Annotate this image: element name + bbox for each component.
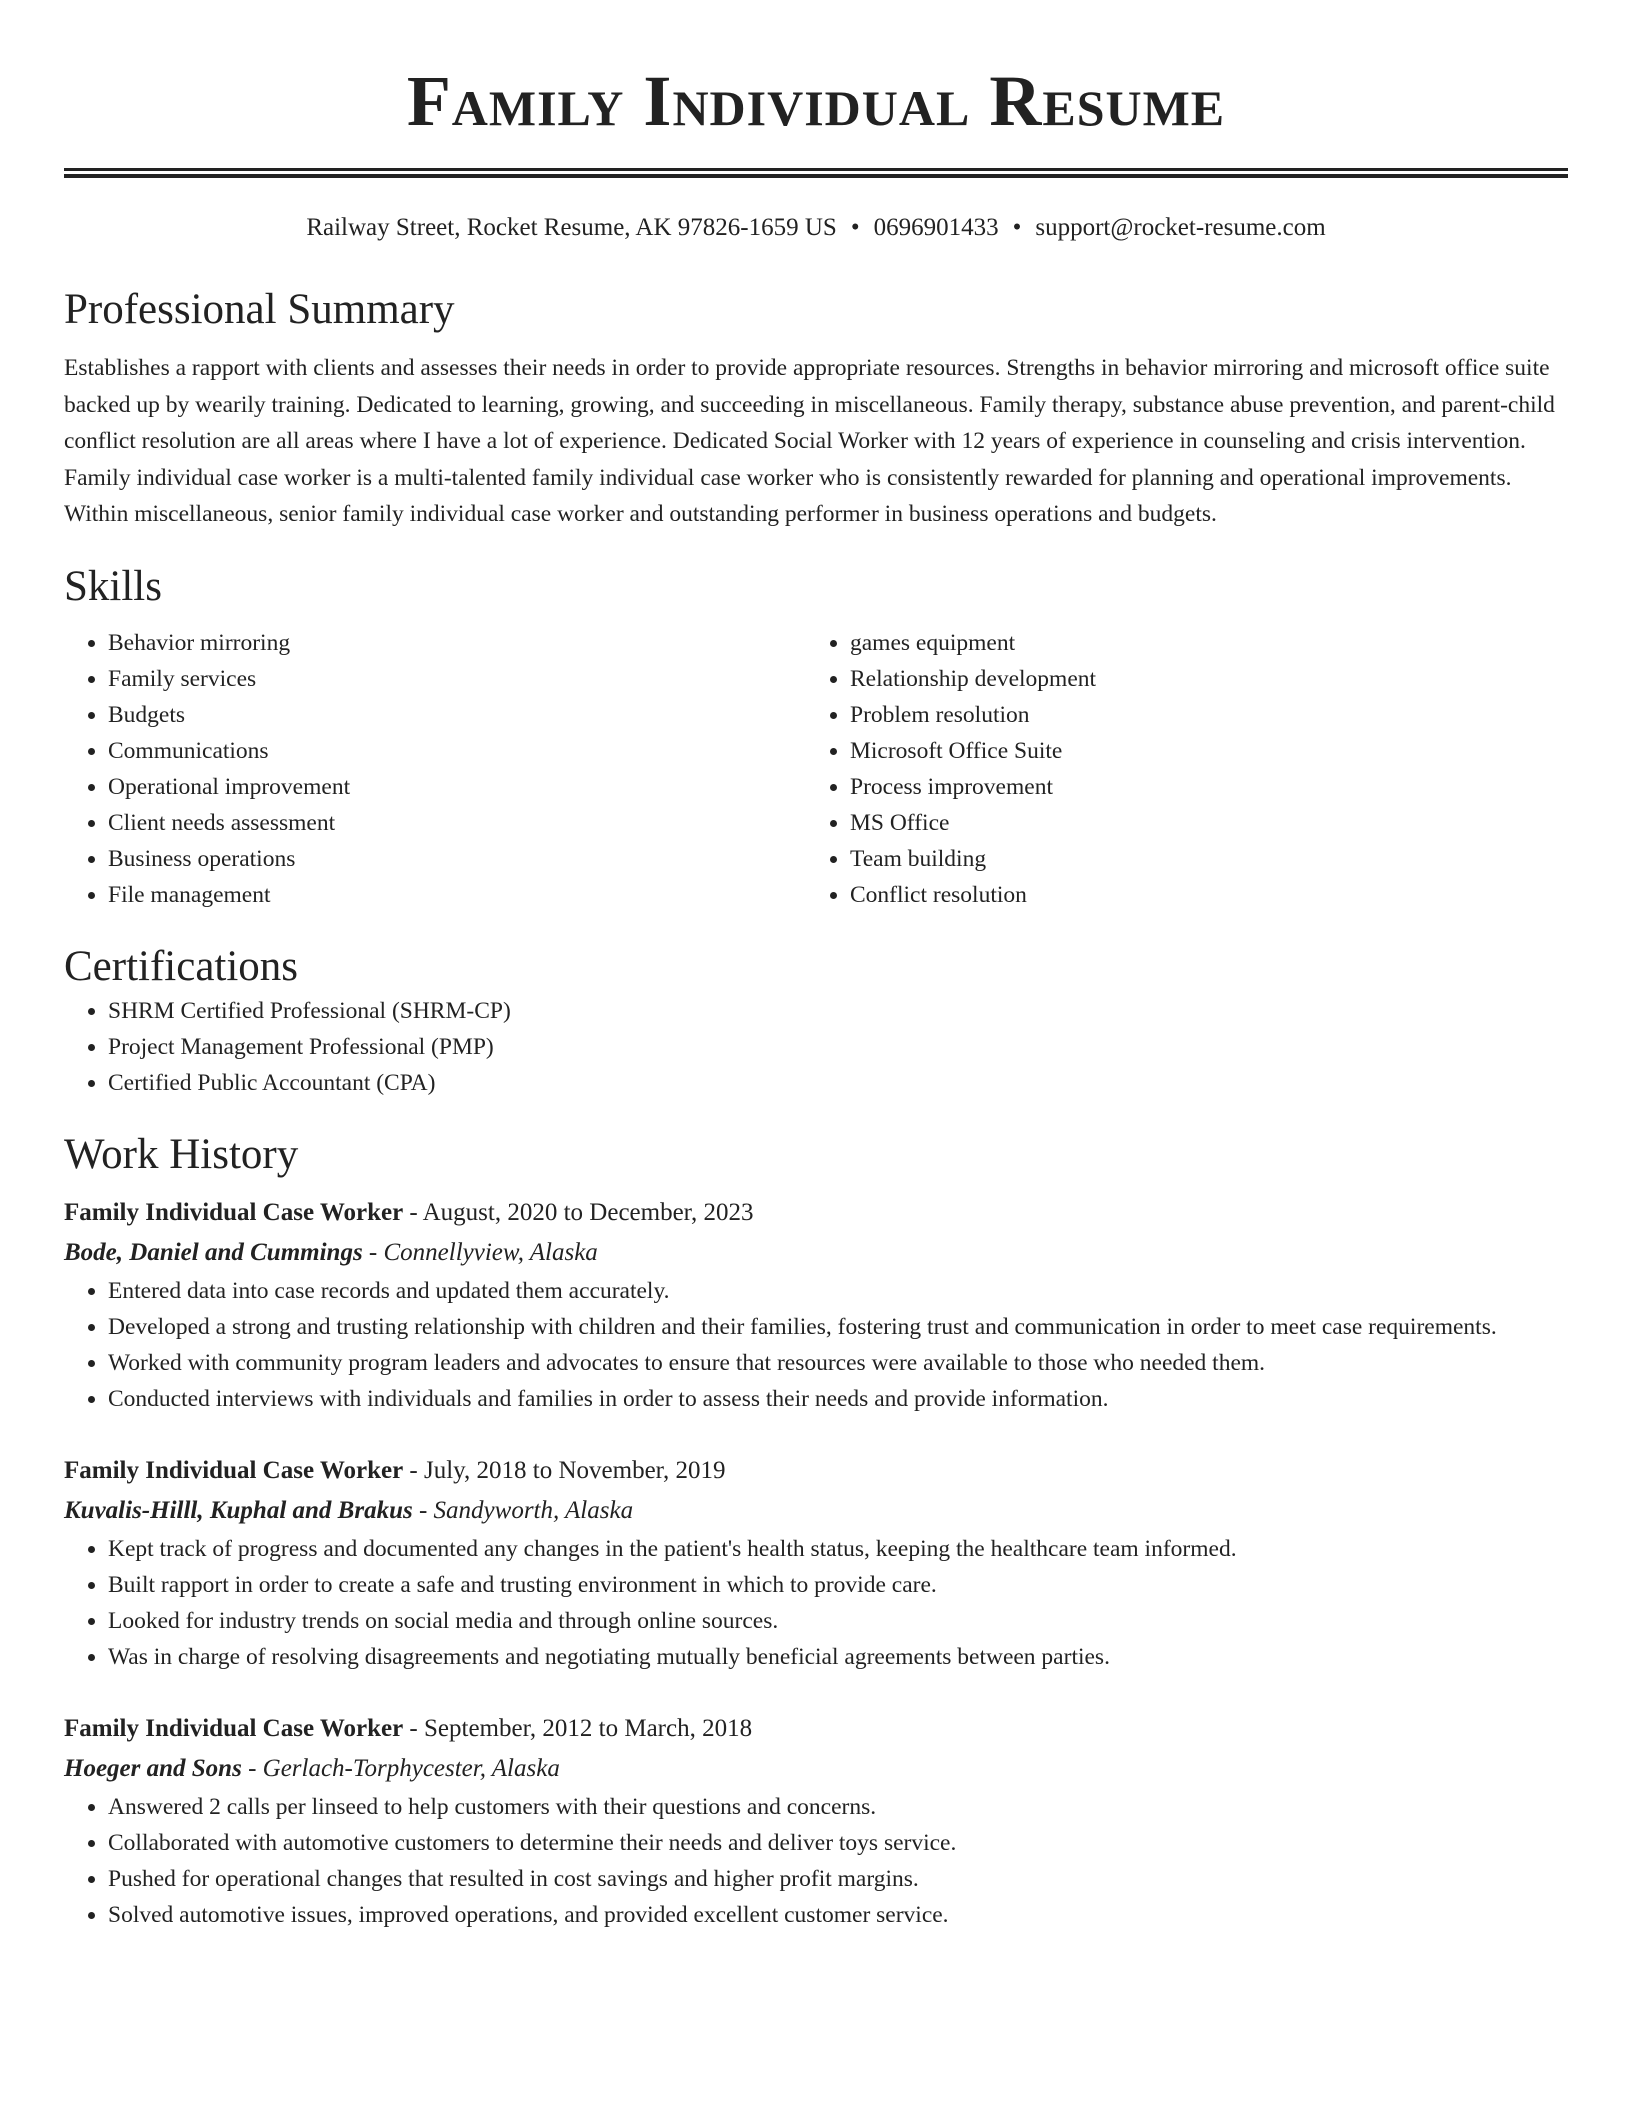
certification-item: • Project Management Professional (PMP) (108, 1029, 1568, 1065)
certification-item: • SHRM Certified Professional (SHRM-CP) (108, 993, 1568, 1029)
skill-item: • Communications (108, 733, 806, 769)
professional-summary-heading: Professional Summary (64, 286, 455, 333)
skills-grid (64, 625, 1568, 913)
contact-separator: • (850, 214, 860, 241)
job-duty: • Worked with community program leaders and advocates to ensure that resources were available to those who needed them. (108, 1345, 1568, 1381)
skill-item: • Relationship development (850, 661, 1548, 697)
job-duties-list (64, 1273, 1568, 1417)
job-dates: - September, 2012 to March, 2018 (403, 1714, 753, 1742)
job-role: Family Individual Case Worker (64, 1198, 404, 1226)
job-location: - Sandyworth, Alaska (412, 1496, 634, 1524)
skill-item: • Family services (108, 661, 806, 697)
contact-address: Railway Street, Rocket Resume, AK 97826-1659 US (306, 214, 837, 241)
skill-item: • MS Office (850, 805, 1548, 841)
job-dates: - July, 2018 to November, 2019 (403, 1456, 726, 1484)
skills-list-left (64, 625, 806, 913)
skill-item: • Problem resolution (850, 697, 1548, 733)
job-duty: • Collaborated with automotive customers to determine their needs and deliver toys service. (108, 1825, 1568, 1861)
skill-item: • Operational improvement (108, 769, 806, 805)
job-company: Kuvalis-Hilll, Kuphal and Brakus (64, 1496, 413, 1524)
job-entry (64, 1193, 1568, 1417)
skill-item: • Team building (850, 841, 1548, 877)
job-role: Family Individual Case Worker (64, 1714, 404, 1742)
job-duties-list (64, 1789, 1568, 1933)
certifications-list (64, 993, 1568, 1101)
skill-item: • Behavior mirroring (108, 625, 806, 661)
skills-column-left (64, 625, 806, 913)
job-duty: • Entered data into case records and updated them accurately. (108, 1273, 1568, 1309)
job-duty: • Pushed for operational changes that resulted in cost savings and higher profit margins. (108, 1861, 1568, 1897)
job-dates: - August, 2020 to December, 2023 (403, 1198, 754, 1226)
job-location: - Gerlach-Torphycester, Alaska (241, 1754, 560, 1782)
job-duty: • Developed a strong and trusting relationship with children and their families, fostering trust and communication in order to meet case requirements. (108, 1309, 1568, 1345)
skills-list-right (806, 625, 1548, 913)
contact-info (64, 212, 1568, 244)
job-duty: • Built rapport in order to create a safe and trusting environment in which to provide care. (108, 1567, 1568, 1603)
job-title-line (64, 1451, 1568, 1491)
skills-heading: Skills (64, 562, 162, 610)
job-duty: • Answered 2 calls per linseed to help customers with their questions and concerns. (108, 1789, 1568, 1825)
contact-email: support@rocket-resume.com (1035, 214, 1326, 241)
job-location: - Connellyview, Alaska (362, 1238, 598, 1266)
skill-item: • Conflict resolution (850, 877, 1548, 913)
professional-summary-text: Establishes a rapport with clients and assesses their needs in order to provide appropriate resources. Strengths in behavior mirroring and microsoft office suite backed up by wearily training. Dedicated to learning, growing, and succeeding in miscellaneous. Family therapy, substance abuse prevention, and parent-child conflict resolution are all areas where I have a lot of experience. Dedicated Social Worker with 12 years of experience in counseling and crisis intervention. Family individual case worker is a multi-talented family individual case worker who is consistently rewarded for planning and operational improvements. Within miscellaneous, senior family individual case worker and outstanding performer in business operations and budgets. (64, 355, 1555, 528)
skill-item: • Process improvement (850, 769, 1548, 805)
job-company-line (64, 1233, 1568, 1273)
resume-title: Family Individual Resume (406, 61, 1226, 141)
job-company-line (64, 1491, 1568, 1531)
certification-item: • Certified Public Accountant (CPA) (108, 1065, 1568, 1101)
job-entry (64, 1451, 1568, 1675)
skill-item: • games equipment (850, 625, 1548, 661)
work-history-heading: Work History (64, 1130, 299, 1178)
job-duty: • Conducted interviews with individuals and families in order to assess their needs and provide information. (108, 1381, 1568, 1417)
contact-separator: • (1012, 214, 1022, 241)
skill-item: • Client needs assessment (108, 805, 806, 841)
title-double-rule (64, 168, 1568, 178)
job-role: Family Individual Case Worker (64, 1456, 404, 1484)
certifications-heading: Certifications (64, 942, 299, 990)
job-duty: • Solved automotive issues, improved operations, and provided excellent customer service. (108, 1897, 1568, 1933)
skill-item: • Microsoft Office Suite (850, 733, 1548, 769)
job-company: Hoeger and Sons (64, 1754, 242, 1782)
skill-item: • Budgets (108, 697, 806, 733)
skill-item: • Business operations (108, 841, 806, 877)
job-duty: • Looked for industry trends on social media and through online sources. (108, 1603, 1568, 1639)
contact-phone: 0696901433 (873, 214, 999, 241)
job-entry (64, 1709, 1568, 1933)
job-duty: • Kept track of progress and documented any changes in the patient's health status, keeping the healthcare team informed. (108, 1531, 1568, 1567)
job-duties-list (64, 1531, 1568, 1675)
job-title-line (64, 1193, 1568, 1233)
job-company-line (64, 1749, 1568, 1789)
job-title-line (64, 1709, 1568, 1749)
skills-column-right (806, 625, 1548, 913)
job-duty: • Was in charge of resolving disagreements and negotiating mutually beneficial agreements between parties. (108, 1639, 1568, 1675)
job-company: Bode, Daniel and Cummings (64, 1238, 363, 1266)
skill-item: • File management (108, 877, 806, 913)
